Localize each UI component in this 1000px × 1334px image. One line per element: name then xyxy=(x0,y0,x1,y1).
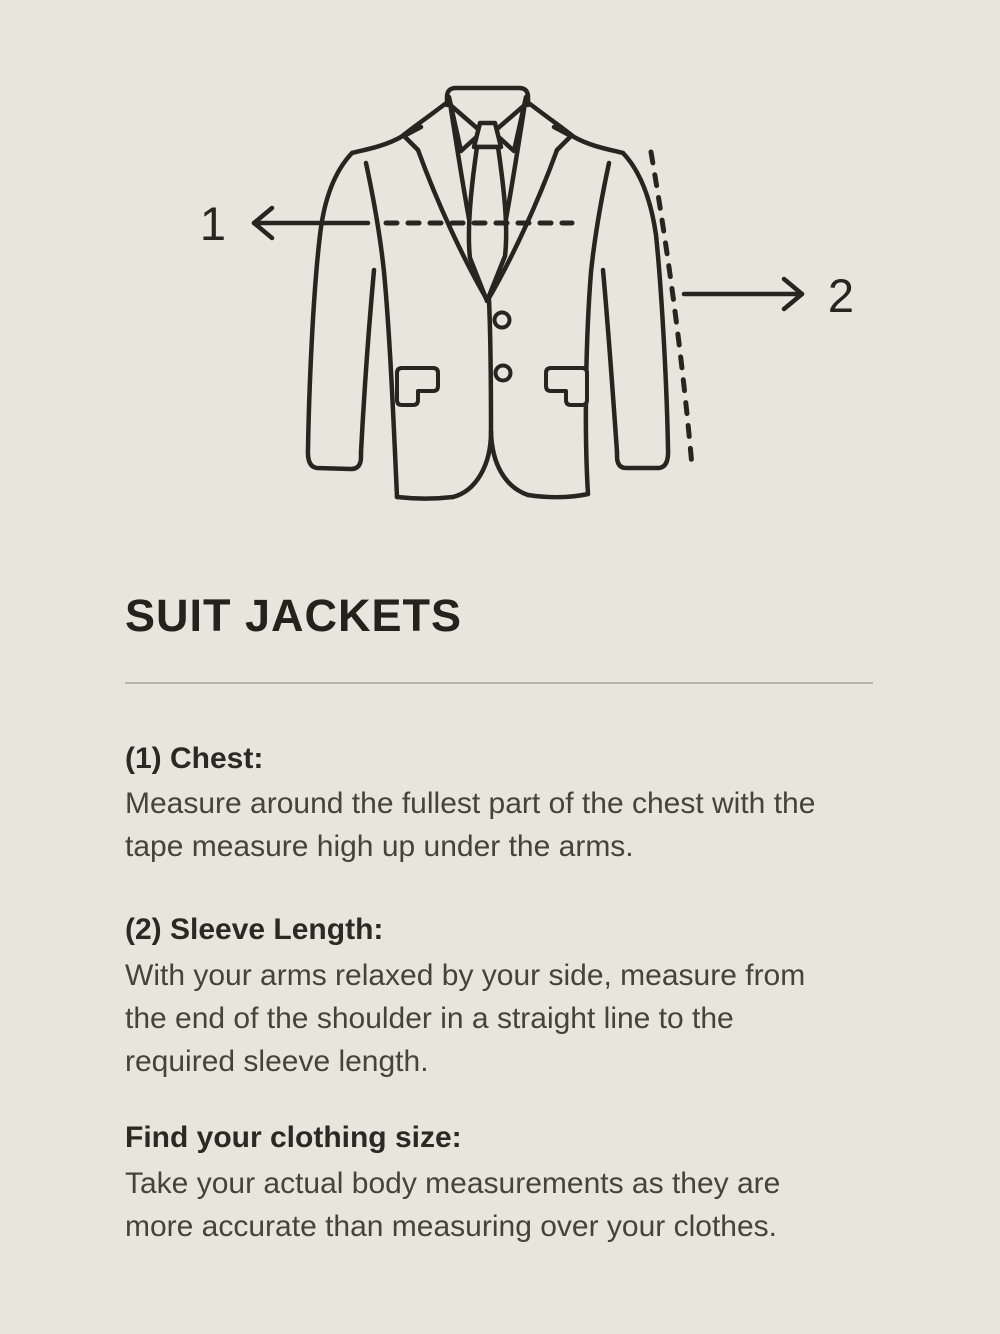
sleeve-measure-line xyxy=(651,152,802,466)
body-line: Measure around the fullest part of the chest with the xyxy=(125,787,816,820)
body-line: tape measure high up under the arms. xyxy=(125,830,634,863)
body-line: required sleeve length. xyxy=(125,1045,429,1078)
section-sleeve-length-title: (2) Sleeve Length: xyxy=(125,913,384,946)
jacket-button-top xyxy=(495,313,510,328)
section-chest-title: (1) Chest: xyxy=(125,742,264,775)
divider xyxy=(125,682,873,684)
section-chest-body xyxy=(125,782,815,868)
body-line: With your arms relaxed by your side, measure from xyxy=(125,959,806,992)
jacket-illustration xyxy=(308,88,668,499)
page-title: SUIT JACKETS xyxy=(125,590,463,641)
section-find-size-body xyxy=(125,1162,780,1248)
suit-jacket-diagram xyxy=(0,0,1000,560)
jacket-button-bottom xyxy=(496,366,511,381)
measure-label-2: 2 xyxy=(827,269,855,322)
shirt-collar xyxy=(447,88,528,105)
left-pocket-flap xyxy=(397,368,438,405)
section-find-size-title: Find your clothing size: xyxy=(125,1121,462,1154)
body-line: the end of the shoulder in a straight line to the xyxy=(125,1002,734,1035)
body-line: Take your actual body measurements as they are xyxy=(125,1167,781,1200)
body-line: more accurate than measuring over your clothes. xyxy=(125,1210,777,1243)
tie-knot xyxy=(474,123,501,147)
section-sleeve-length-body xyxy=(125,954,805,1083)
measure-label-1: 1 xyxy=(199,197,227,250)
right-pocket-flap xyxy=(546,368,587,405)
